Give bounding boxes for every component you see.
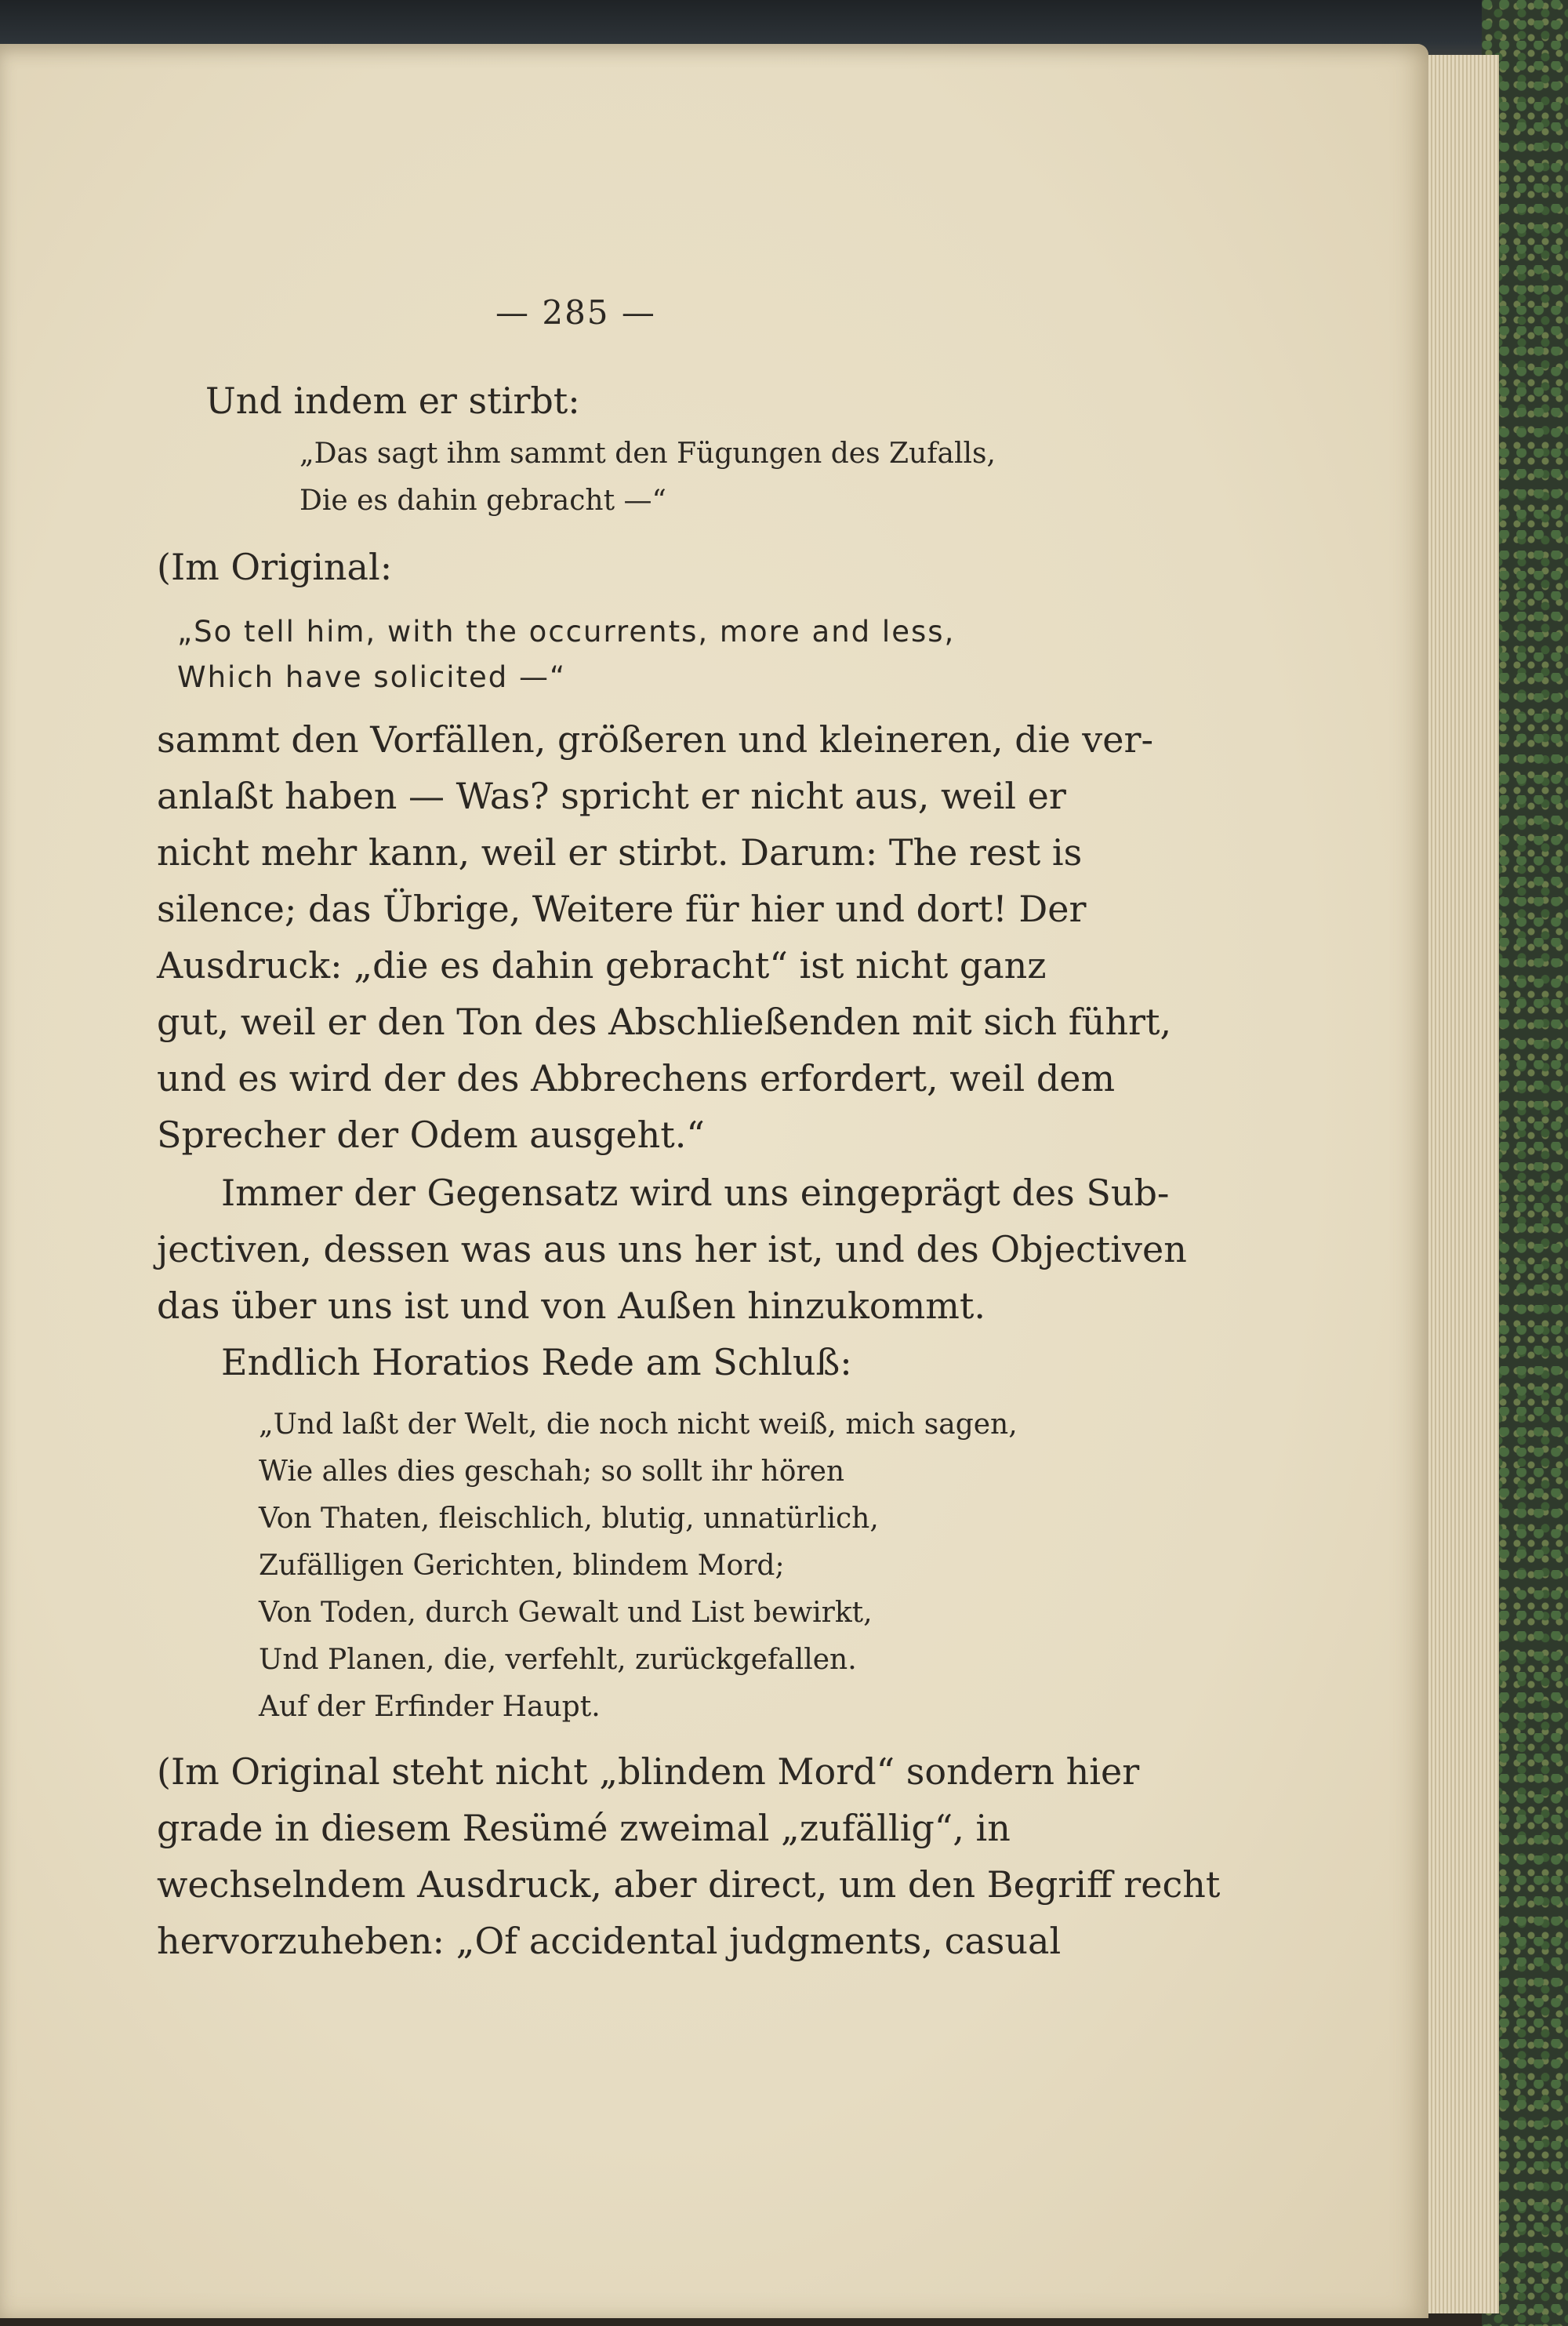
text-line: und es wird der des Abbrechens erfordert, weil dem <box>157 1057 1116 1099</box>
english-quote-line: Which have solicited —“ <box>177 660 567 694</box>
book-page <box>0 44 1428 2318</box>
text-line: (Im Original steht nicht „blindem Mord“ sondern hier <box>157 1750 1140 1793</box>
english-quote-line: „So tell him, with the occurrents, more and less, <box>177 615 956 649</box>
text-line: jectiven, dessen was aus uns her ist, und des Objectiven <box>157 1228 1187 1270</box>
text-line: anlaßt haben — Was? spricht er nicht aus, weil er <box>157 775 1066 817</box>
page-number: — 285 — <box>495 293 656 332</box>
text-line: Immer der Gegensatz wird uns eingeprägt des Sub- <box>221 1172 1170 1214</box>
quote-line: „Das sagt ihm sammt den Fügungen des Zufalls, <box>299 438 996 470</box>
text-line: Endlich Horatios Rede am Schluß: <box>221 1341 852 1383</box>
verse-line: Von Thaten, fleischlich, blutig, unnatürlich, <box>259 1503 879 1535</box>
text-line: Sprecher der Odem ausgeht.“ <box>157 1114 705 1156</box>
verse-line: „Und laßt der Welt, die noch nicht weiß, mich sagen, <box>259 1408 1018 1441</box>
text-line: nicht mehr kann, weil er stirbt. Darum: The rest is <box>157 831 1083 874</box>
verse-line: Und Planen, die, verfehlt, zurückgefallen. <box>259 1644 857 1676</box>
verse-line: Von Toden, durch Gewalt und List bewirkt, <box>259 1597 873 1629</box>
text-line: (Im Original: <box>157 546 393 588</box>
text-line: Ausdruck: „die es dahin gebracht“ ist nicht ganz <box>157 944 1047 987</box>
text-line: das über uns ist und von Außen hinzukommt. <box>157 1285 985 1327</box>
text-line: gut, weil er den Ton des Abschließenden mit sich führt, <box>157 1001 1172 1043</box>
text-line: Und indem er stirbt: <box>205 380 580 422</box>
text-line: wechselndem Ausdruck, aber direct, um den Begriff recht <box>157 1863 1221 1906</box>
verse-line: Wie alles dies geschah; so sollt ihr hören <box>259 1456 845 1488</box>
text-line: silence; das Übrige, Weitere für hier und dort! Der <box>157 888 1087 930</box>
verse-line: Auf der Erfinder Haupt. <box>259 1691 601 1723</box>
quote-line: Die es dahin gebracht —“ <box>299 485 666 517</box>
text-line: grade in diesem Resümé zweimal „zufällig“, in <box>157 1807 1011 1849</box>
verse-line: Zufälligen Gerichten, blindem Mord; <box>259 1550 785 1582</box>
text-line: hervorzuheben: „Of accidental judgments, casual <box>157 1920 1062 1962</box>
text-line: sammt den Vorfällen, größeren und kleineren, die ver- <box>157 718 1153 761</box>
